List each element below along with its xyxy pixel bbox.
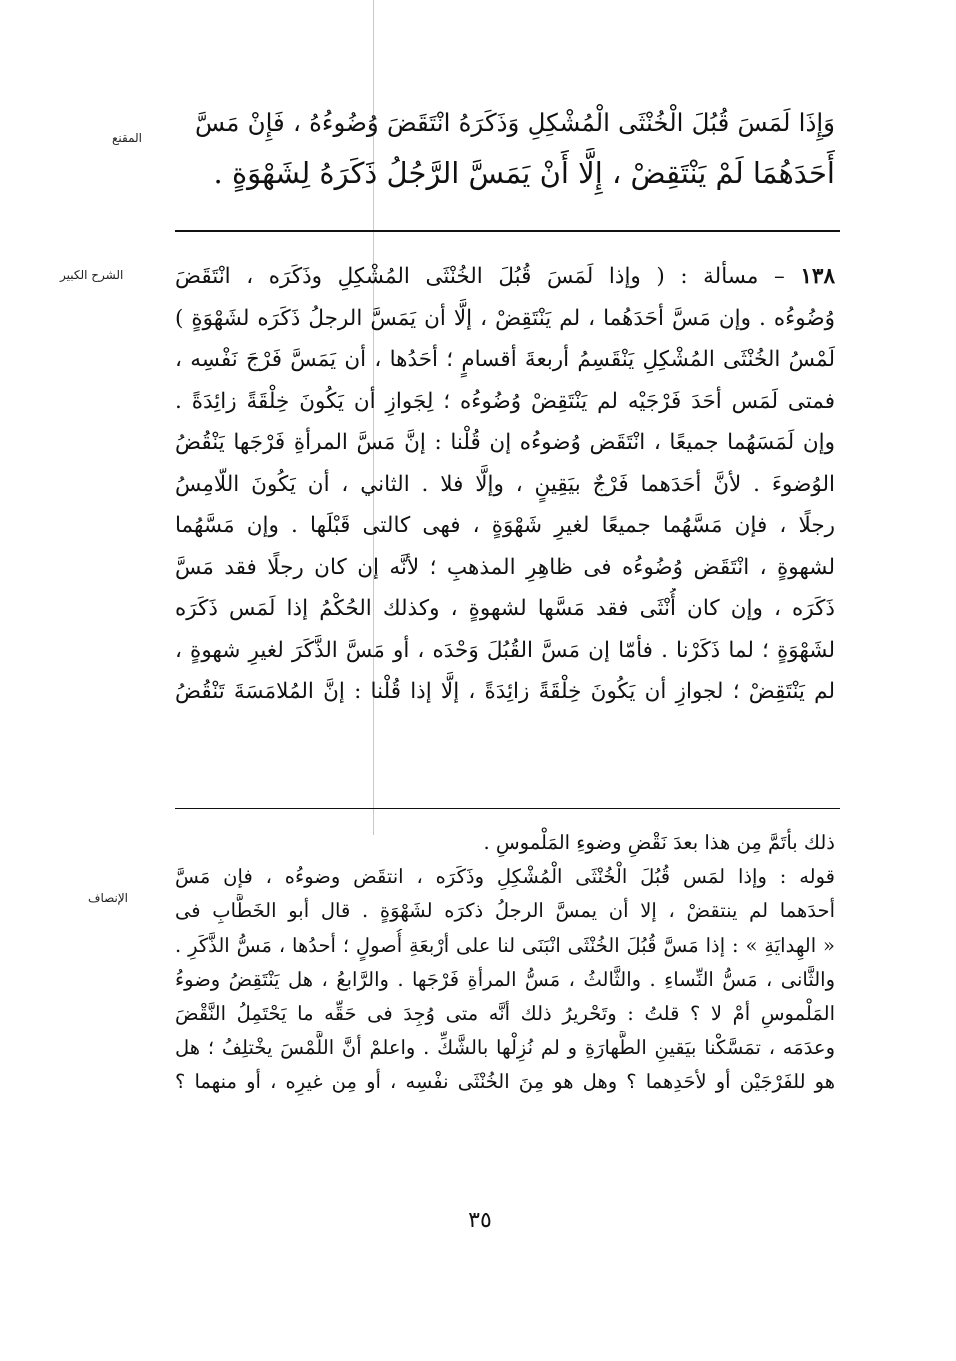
section-divider bbox=[175, 808, 840, 809]
sharh-line: لم يَنْتَقِضْ ؛ لجوازِ أن يَكُونَ خِلْقَةً زائِدَةً ، إلَّا إذا قُلْنا : إنَّ المُلامَسَةَ تَنْقُضُ bbox=[175, 679, 835, 704]
sharh-line: وُضُوءُه . وإن مَسَّ أحَدَهُما ، لم يَنْتَقِضْ ، إلَّا أن يَمَسَّ الرجلُ ذَكَرَه لشَهْوَةٍ ) bbox=[175, 305, 835, 331]
sharh-line: رجلًا ، فإن مَسَّهُما جميعًا لغيرِ شَهْوَةٍ ، فهى كالتى قَبْلَها . وإن مَسَّهُما bbox=[175, 513, 835, 538]
muqni-text bbox=[195, 98, 835, 198]
insaf-line: وعدَمَه ، تمَسَّكْنا بيَقينِ الطَّهارَةِ و لم نُزِلْها بالشَّكِّ . واعلمْ أنَّ اللَّمْسَ يخْتلِفُ ؛ هل bbox=[175, 1036, 835, 1060]
sharh-line: فمتى لَمَس أحَدَ فَرْجَيْه لم يَنْتَقِضْ وُضُوءُه ؛ لِجَوازِ أن يَكُونَ خِلْقَةً زائِدَةً . bbox=[175, 388, 835, 414]
insaf-line: « الهِدايَةِ » : إذا مَسَّ قُبُلَ الخُنْثَى انْبَنَى لنا على أرْبعَةِ أُصولٍ ؛ أحدُها ، مَسُّ الذَّكَرِ . bbox=[175, 933, 835, 957]
insaf-text bbox=[175, 826, 835, 1100]
sharh-line: لشَهْوَةٍ ؛ لما ذَكَرْنا . فأمّا إن مَسَّ القُبُلَ وَحْدَه ، أو مَسَّ الذَّكَرَ لغيرِ شهوةٍ ، bbox=[175, 637, 835, 663]
sharh-line: وإن لَمَسَهُما جميعًا ، انْتَقَض وُضوءُه إن قُلْنا : إنَّ مَسَّ المرأةِ فَرْجَها يَنْقُضُ bbox=[175, 430, 835, 455]
muqni-line: وَإِذَا لَمَسَ قُبُلَ الْخُنْثَى الْمُشْكِلِ وَذَكَرَهُ انْتَقَضَ وُضُوءُهُ ، فَإِنْ مَسَّ bbox=[195, 108, 835, 137]
insaf-line: أحدَهما لم ينتقضْ ، إلا أن يمسَّ الرجلُ ذكرَه لشَهْوَةٍ . قال أبو الخَطَّابِ فى bbox=[175, 899, 835, 923]
margin-label-sharh: الشرح الكبير bbox=[60, 268, 124, 282]
sharh-line bbox=[175, 256, 835, 298]
sharh-line: ذَكَرَه ، وإن كان أُنْثَى فقد مَسَّها لشهوةٍ ، وكذلك الحُكْمُ إذا لَمَس ذَكَرَه bbox=[175, 596, 835, 621]
sharh-line: لشهوةٍ ، انْتَقَض وُضُوءُه فى ظاهِرِ المذهبِ ؛ لأنَّه إن كان رجلًا فقد مَسَّ bbox=[175, 554, 835, 580]
sharh-line: الوُضوءَ . لأنَّ أحَدَهما فَرْجٌ بيَقِينٍ ، وإلَّا فلا . الثاني ، أن يَكُونَ اللّامِسُ bbox=[175, 471, 835, 497]
insaf-line: المَلْموسِ أمْ لا ؟ قلتُ : وتَحْريرُ ذلك أنَّه متى وُجِدَ فى حَقِّه ما يَحْتَمِلُ النَّقْضَ bbox=[175, 1002, 835, 1026]
margin-label-insaf: الإنصاف bbox=[88, 891, 129, 905]
issue-number: ١٣٨ bbox=[800, 264, 835, 289]
sharh-line: لَمْسُ الخُنْثَى المُشْكِلِ يَنْقَسِمُ أربعةَ أقسامٍ ؛ أحَدُها ، أن يَمَسَّ فَرْجَ نَفْسِه ، bbox=[175, 347, 835, 372]
sharh-line-text: – مسألة : ( وإذا لَمَسَ قُبُلَ الخُنْثَى المُشْكِلِ وذَكَرَه ، انْتَقَضَ bbox=[175, 264, 785, 289]
page-number: ٣٥ bbox=[468, 1208, 492, 1233]
insaf-line: قوله : وإذا لمَس قُبُلَ الْخُنْثَى الْمُشْكِلِ وذَكَرَه ، انتقَض وضوءُه ، فإن مَسَّ bbox=[175, 865, 835, 889]
insaf-line: والثَّانى ، مَسُّ النِّساءِ . والثَّالثُ ، مَسُّ المرأةِ فَرْجَها . والرَّابعُ ، هل يَنْتَقِضُ وضوءُ bbox=[175, 967, 835, 991]
insaf-line: هو للفَرْجَيْن أو لأحَدِهما ؟ وهل هو مِنَ الخُنْثَى نفْسِه ، أو مِن غيرِه ، أو منهما ؟ bbox=[175, 1070, 835, 1094]
insaf-line: ذلك بأتَمَّ مِن هذا بعدَ نَقْضِ وضوءِ المَلْموسِ . bbox=[483, 831, 835, 854]
muqni-line: أَحَدَهُمَا لَمْ يَنْتَقِضْ ، إِلَّا أَنْ يَمَسَّ الرَّجُلُ ذَكَرَهُ لِشَهْوَةٍ . bbox=[213, 156, 835, 190]
section-divider bbox=[175, 230, 840, 232]
sharh-text bbox=[175, 256, 835, 713]
margin-label-muqni: المقنع bbox=[112, 131, 143, 145]
